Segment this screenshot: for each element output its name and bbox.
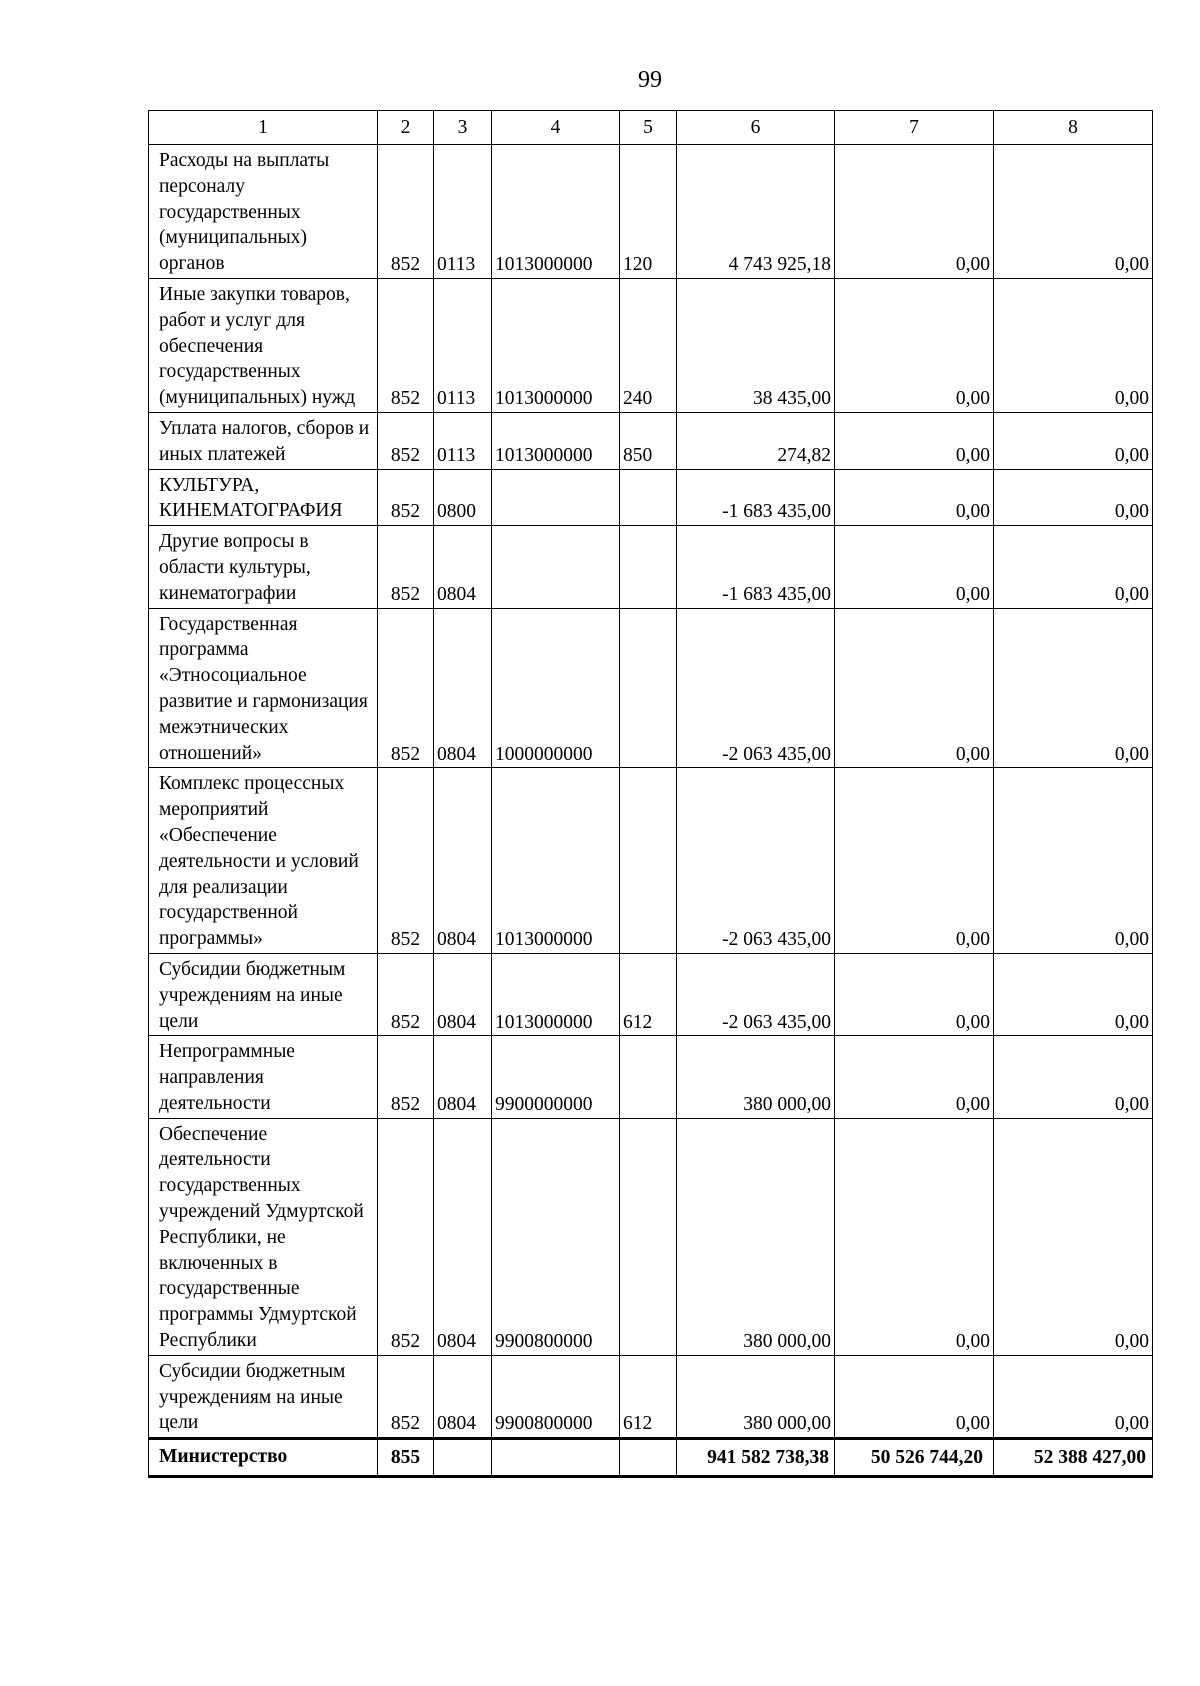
- cell-col7: 0,00: [835, 953, 994, 1035]
- row-name: Комплекс процессных мероприятий «Обеспечение деятельности и условий для реализации государственной программы»: [149, 768, 378, 954]
- cell-col6: 4 743 925,18: [677, 145, 835, 279]
- cell-col4: 1013000000: [492, 768, 620, 954]
- cell-col5: [620, 608, 677, 768]
- table-row: [149, 1118, 1153, 1355]
- cell-col4: [492, 526, 620, 608]
- total-col6: 941 582 738,38: [677, 1439, 835, 1477]
- cell-col8: 0,00: [994, 1036, 1153, 1118]
- cell-col5: 850: [620, 412, 677, 469]
- table-row: [149, 1036, 1153, 1118]
- cell-col2: 852: [378, 953, 434, 1035]
- row-name: Непрограммные направления деятельности: [149, 1036, 378, 1118]
- cell-col4: 9900800000: [492, 1355, 620, 1438]
- cell-col2: 852: [378, 412, 434, 469]
- cell-col3: 0113: [434, 278, 492, 412]
- cell-col3: 0804: [434, 1355, 492, 1438]
- cell-col8: 0,00: [994, 768, 1153, 954]
- cell-col3: 0800: [434, 469, 492, 526]
- cell-col5: [620, 768, 677, 954]
- column-header: 7: [835, 111, 994, 145]
- cell-col6: -2 063 435,00: [677, 768, 835, 954]
- table-row: [149, 412, 1153, 469]
- row-name: Уплата налогов, сборов и иных платежей: [149, 412, 378, 469]
- cell-col8: 0,00: [994, 526, 1153, 608]
- cell-col4: 1013000000: [492, 953, 620, 1035]
- cell-col2: 852: [378, 768, 434, 954]
- cell-col6: 380 000,00: [677, 1355, 835, 1438]
- cell-col6: -1 683 435,00: [677, 469, 835, 526]
- table-row: [149, 145, 1153, 279]
- cell-col5: 240: [620, 278, 677, 412]
- cell-col7: 0,00: [835, 768, 994, 954]
- total-col2: 855: [378, 1439, 434, 1477]
- row-name: Иные закупки товаров, работ и услуг для обеспечения государственных (муниципальных) нужд: [149, 278, 378, 412]
- cell-col5: [620, 1118, 677, 1355]
- cell-col4: 1000000000: [492, 608, 620, 768]
- cell-col7: 0,00: [835, 278, 994, 412]
- cell-col3: 0804: [434, 953, 492, 1035]
- total-col4: [492, 1439, 620, 1477]
- total-col8: 52 388 427,00: [994, 1439, 1153, 1477]
- cell-col8: 0,00: [994, 608, 1153, 768]
- cell-col7: 0,00: [835, 1036, 994, 1118]
- column-header: 6: [677, 111, 835, 145]
- row-name: Субсидии бюджетным учреждениям на иные цели: [149, 1355, 378, 1438]
- cell-col2: 852: [378, 608, 434, 768]
- total-name: Министерство: [149, 1439, 378, 1477]
- cell-col3: 0113: [434, 145, 492, 279]
- table-row: [149, 278, 1153, 412]
- cell-col3: 0804: [434, 1118, 492, 1355]
- cell-col3: 0113: [434, 412, 492, 469]
- table-header-row: [149, 111, 1153, 145]
- cell-col7: 0,00: [835, 608, 994, 768]
- cell-col8: 0,00: [994, 278, 1153, 412]
- table-row: [149, 768, 1153, 954]
- cell-col8: 0,00: [994, 145, 1153, 279]
- cell-col4: 9900000000: [492, 1036, 620, 1118]
- table-row: [149, 1355, 1153, 1438]
- total-col7: 50 526 744,20: [835, 1439, 994, 1477]
- cell-col5: 612: [620, 953, 677, 1035]
- cell-col6: -1 683 435,00: [677, 526, 835, 608]
- table-row: [149, 526, 1153, 608]
- row-name: Другие вопросы в области культуры, кинематографии: [149, 526, 378, 608]
- column-header: 3: [434, 111, 492, 145]
- cell-col3: 0804: [434, 768, 492, 954]
- cell-col2: 852: [378, 526, 434, 608]
- column-header: 8: [994, 111, 1153, 145]
- cell-col5: [620, 469, 677, 526]
- table-row: [149, 953, 1153, 1035]
- cell-col6: -2 063 435,00: [677, 608, 835, 768]
- cell-col6: 274,82: [677, 412, 835, 469]
- cell-col2: 852: [378, 278, 434, 412]
- cell-col3: 0804: [434, 1036, 492, 1118]
- budget-table: [148, 110, 1153, 1478]
- row-name: Расходы на выплаты персоналу государственных (муниципальных) органов: [149, 145, 378, 279]
- cell-col7: 0,00: [835, 145, 994, 279]
- total-row: [149, 1439, 1153, 1477]
- column-header: 5: [620, 111, 677, 145]
- row-name: Обеспечение деятельности государственных учреждений Удмуртской Республики, не включенных в государственные программы Удмуртской Республики: [149, 1118, 378, 1355]
- cell-col5: 120: [620, 145, 677, 279]
- table-row: [149, 469, 1153, 526]
- row-name: Государственная программа «Этносоциальное развитие и гармонизация межэтнических отношений»: [149, 608, 378, 768]
- page-number: 99: [638, 67, 662, 93]
- cell-col6: 380 000,00: [677, 1036, 835, 1118]
- cell-col4: 1013000000: [492, 145, 620, 279]
- cell-col6: 38 435,00: [677, 278, 835, 412]
- row-name: КУЛЬТУРА, КИНЕМАТОГРАФИЯ: [149, 469, 378, 526]
- cell-col8: 0,00: [994, 953, 1153, 1035]
- cell-col4: 1013000000: [492, 412, 620, 469]
- cell-col6: -2 063 435,00: [677, 953, 835, 1035]
- column-header: 1: [149, 111, 378, 145]
- cell-col5: 612: [620, 1355, 677, 1438]
- cell-col3: 0804: [434, 608, 492, 768]
- cell-col3: 0804: [434, 526, 492, 608]
- cell-col4: 1013000000: [492, 278, 620, 412]
- cell-col2: 852: [378, 1355, 434, 1438]
- total-col3: [434, 1439, 492, 1477]
- cell-col7: 0,00: [835, 412, 994, 469]
- cell-col5: [620, 1036, 677, 1118]
- cell-col7: 0,00: [835, 526, 994, 608]
- cell-col8: 0,00: [994, 1355, 1153, 1438]
- cell-col8: 0,00: [994, 1118, 1153, 1355]
- table-row: [149, 608, 1153, 768]
- cell-col7: 0,00: [835, 1118, 994, 1355]
- column-header: 2: [378, 111, 434, 145]
- cell-col5: [620, 526, 677, 608]
- column-header: 4: [492, 111, 620, 145]
- cell-col2: 852: [378, 1036, 434, 1118]
- cell-col6: 380 000,00: [677, 1118, 835, 1355]
- cell-col2: 852: [378, 145, 434, 279]
- cell-col7: 0,00: [835, 1355, 994, 1438]
- cell-col7: 0,00: [835, 469, 994, 526]
- cell-col4: 9900800000: [492, 1118, 620, 1355]
- cell-col8: 0,00: [994, 469, 1153, 526]
- cell-col2: 852: [378, 1118, 434, 1355]
- cell-col8: 0,00: [994, 412, 1153, 469]
- row-name: Субсидии бюджетным учреждениям на иные цели: [149, 953, 378, 1035]
- total-col5: [620, 1439, 677, 1477]
- cell-col2: 852: [378, 469, 434, 526]
- cell-col4: [492, 469, 620, 526]
